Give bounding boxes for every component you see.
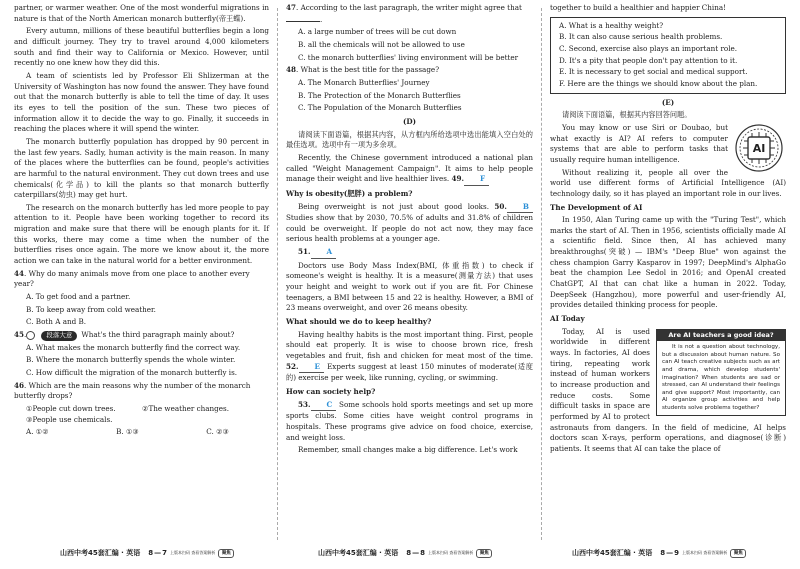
- page-footer: [60, 546, 234, 560]
- question-46: 46. Which are the main reasons why the number of the monarch butterfly drops?: [14, 380, 251, 401]
- subheading: Why is obesity(肥胖) a problem?: [286, 188, 413, 198]
- paragraph: Remember, small changes make a big difference. Let's work: [298, 445, 518, 455]
- paragraph: Without realizing it, people all over the world use different forms of Artificial Intelligence (AI) technology daily, so it has played an important role in our lives.: [550, 167, 786, 198]
- column-divider: [541, 8, 542, 540]
- page-number: 8—9: [660, 548, 681, 557]
- option[interactable]: A. To get food and a partner.: [26, 292, 131, 302]
- paragraph: [286, 202, 533, 246]
- statement: ①People cut down trees.: [26, 403, 116, 413]
- question-type-tag: 段落大意: [41, 331, 77, 341]
- paragraph: Every autumn, millions of these beautiful butterflies begin a long and difficult journey. They try to travel around 4,000 kilometers south and find their way to California or Mexico. However, until recently no one knew how they did this.: [14, 26, 269, 68]
- option: F. Here are the things we should know about the plan.: [559, 78, 758, 88]
- answer-blank[interactable]: E: [299, 362, 324, 374]
- option[interactable]: A. ①②: [26, 427, 49, 437]
- footer-title: 山西中考45套汇编 · 英语: [572, 548, 653, 557]
- option[interactable]: B. ①③: [116, 427, 139, 437]
- column-divider: [277, 8, 278, 540]
- question-text: What's the third paragraph mainly about?: [81, 330, 235, 340]
- option[interactable]: B. Where the monarch butterfly spends the whole winter.: [26, 355, 236, 365]
- option: B. It can also cause serious health problems.: [559, 32, 723, 42]
- blank-number: 49.: [451, 174, 465, 184]
- option: A. What is a healthy weight?: [559, 20, 664, 30]
- paragraph-text: Being overweight is not just about good looks.: [298, 201, 489, 211]
- paragraph-text: Recently, the Chinese government introduced a national plan called "Weight Management Campaign". It aims to help people manage their weight and live healthier lives.: [286, 152, 533, 184]
- paragraph: [286, 330, 533, 384]
- paragraph: Today, AI is used worldwide in different ways. In factories, AI does tiring, repeating work instead of human workers to increase production and reduce costs. Some difficult tasks in space are performed by AI to protect astronauts from dangers. In the field of medicine, AI helps doctors scan X-rays, perform operations, and diagnose(诊断) patients. It seems that AI can take the place of: [550, 326, 786, 453]
- options-box: [550, 17, 786, 94]
- target-icon: [26, 331, 35, 340]
- question-number: 46: [14, 380, 25, 390]
- subheading: AI Today: [550, 314, 585, 324]
- option: D. It's a pity that people don't pay attention to it.: [559, 55, 738, 65]
- page-footer: [572, 546, 746, 560]
- brand-logo: 聚焦: [218, 549, 234, 558]
- column-left: [14, 3, 269, 438]
- brand-logo: 聚焦: [476, 549, 492, 558]
- paragraph: A team of scientists led by Professor Eli Shlizerman at the University of Washington has now found the answer. They have found out that the monarch butterfly is able to tell the time of day. It uses its eyes to tell the position of the sun. These two pieces of information allow it to decide the way to go. Finally, it succeeds in reaching the places where it will spend the winter.: [14, 70, 269, 134]
- section-label: (D): [402, 116, 417, 126]
- question-text: Why do many animals move from one place to another every year?: [14, 268, 250, 289]
- footer-note: 上版本扫码 查看答案解析: [428, 550, 474, 555]
- answer-blank[interactable]: [286, 14, 320, 22]
- question-text: Which are the main reasons why the number of the monarch butterfly drops?: [14, 380, 251, 401]
- sidebar-title: Are AI teachers a good idea?: [657, 330, 785, 342]
- question-47: 47. According to the last paragraph, the writer might agree that .: [286, 3, 522, 24]
- paragraph-text: Some schools hold sports meetings and set up more sports clubs. Some cities have weight control programs in hospitals. These programs give advice on food choice, exercise, and weight loss.: [286, 399, 533, 442]
- question-number: 48: [286, 65, 297, 75]
- option[interactable]: C. Both A and B.: [26, 317, 87, 327]
- blank-number: 53.: [298, 399, 311, 409]
- sidebar-text: It is not a question about technology, but a discussion about human nature. So can AI teach creative subjects such as art and drama, which develop students' imagination? When students are sad or stressed, can AI understand their feelings and give support? Most importantly, can AI organize group activities and help students solve problems together?: [662, 344, 780, 411]
- statement-row: [14, 404, 269, 415]
- paragraph: Doctors use Body Mass Index(BMI, 体重指数) to check if someone's weight is healthy. It is a measure(测量方法) that uses your height and weight to work out if you are fit. For Chinese teenagers, a BMI between 15 and 22 is healthy. However, a BMI of 23 means overweight, and over 26 means obesity.: [286, 260, 533, 313]
- paragraph: [286, 153, 533, 186]
- ai-chip-icon: [734, 123, 784, 173]
- option[interactable]: C. the monarch butterflies' living environment will be better: [298, 52, 519, 62]
- blank-number: 52.: [286, 361, 299, 371]
- column-right: [550, 3, 786, 457]
- option-row: [14, 427, 269, 438]
- footer-note: 上版本扫码 查看答案解析: [682, 550, 728, 555]
- question-number: 47: [286, 3, 297, 12]
- blank-number: 50.: [494, 201, 507, 211]
- paragraph-text: Having healthy habits is the most important thing. First, people should eat properly. It is wise to choose brown rice, fresh vegetables and fruit, fish and chicken for meat most of the time.: [286, 329, 533, 361]
- sidebar-box: [656, 329, 786, 417]
- paragraph: [286, 400, 533, 444]
- paragraph: together to build a healthier and happier China!: [550, 3, 727, 12]
- option[interactable]: C. How difficult the migration of the monarch butterfly is.: [26, 368, 238, 377]
- paragraph: partner, or warmer weather. One of the most wonderful migrations in nature is that of the North American monarch butterfly(帝王蝶).: [14, 3, 269, 23]
- footer-title: 山西中考45套汇编 · 英语: [60, 548, 141, 557]
- question-text: What is the best title for the passage?: [300, 65, 440, 75]
- paragraph: The research on the monarch butterfly has led more people to pay attention to it. People have been working together to record its migration and make sure that there will be enough plants for it. If this works, there may come a time when the number of the butterflies rises once again. The more we know about it, the more action we can take in the natural world for a better environment.: [14, 202, 269, 266]
- option[interactable]: B. all the chemicals will not be allowed to use: [298, 39, 465, 49]
- paragraph-text: Studies show that by 2030, 70.5% of adults and 31.8% of children could be overweight. If people do not act now, they may face serious health problems at a younger age.: [286, 213, 533, 244]
- ai-logo-text: AI: [752, 141, 766, 155]
- question-45: 45. 段落大意 What's the third paragraph mainly about?: [14, 330, 235, 340]
- instructions: 请阅读下面语篇，根据其内容回答问题。: [562, 110, 692, 120]
- option[interactable]: C. ②③: [206, 427, 229, 437]
- question-48: 48. What is the best title for the passage?: [286, 65, 440, 75]
- statement: ③People use chemicals.: [26, 414, 113, 424]
- option[interactable]: A. What makes the monarch butterfly find the correct way.: [26, 342, 241, 352]
- option: E. It is necessary to get social and medical support.: [559, 67, 748, 77]
- footer-title: 山西中考45套汇编 · 英语: [318, 548, 399, 557]
- option: C. Second, exercise also plays an important role.: [559, 43, 738, 53]
- option[interactable]: A. The Monarch Butterflies' Journey: [298, 77, 430, 87]
- question-text: According to the last paragraph, the writer might agree that: [300, 3, 522, 12]
- question-number: 45: [14, 330, 25, 340]
- answer-blank[interactable]: C: [311, 400, 337, 412]
- answer-blank[interactable]: F: [464, 174, 489, 186]
- paragraph: In 1950, Alan Turing came up with the "Turing Test", which marks the start of AI. Then in 1956, scientists officially made AI a scientific field. Since then, AI has achieved many breakthroughs(突破) — IBM's "Deep Blue" won against the chess champion Garry Kasparov in 1997; DeepMind's AlphaGo beat the champion Lee Sedol in 2016; and OpenAI created ChatGPT, AI that can chat like a human in 2022. Today, DeepSeek (Hangzhou), more powerful and user-friendly AI, provides detailed thinking process for people.: [550, 215, 786, 310]
- subheading: How can society help?: [286, 387, 376, 396]
- paragraph: You may know or use Siri or Doubao, but what exactly is AI? AI refers to computer systems that are able to perform tasks that usually require human intelligence.: [550, 122, 728, 164]
- question-number: 44: [14, 268, 25, 278]
- instructions: 请阅读下面语篇，根据其内容，从方框内所给选项中选出能填入空白处的最佳选项。选项中有一项为多余项。: [286, 129, 533, 150]
- option[interactable]: B. The Protection of the Monarch Butterflies: [298, 90, 461, 100]
- page-number: 8—7: [148, 548, 169, 557]
- section-label: (E): [661, 97, 675, 107]
- statement: ②The weather changes.: [142, 403, 229, 413]
- answer-blank[interactable]: B: [507, 202, 533, 214]
- option[interactable]: C. The Population of the Monarch Butterflies: [298, 103, 462, 113]
- paragraph-text: Experts suggest at least 150 minutes of moderate(适度的) exercise per week, like running, cycling, or swimming.: [286, 361, 533, 383]
- question-44: 44. Why do many animals move from one place to another every year?: [14, 268, 250, 289]
- paragraph: [286, 247, 533, 259]
- column-middle: [286, 3, 533, 458]
- page-footer: [318, 546, 492, 560]
- footer-note: 上版本扫码 查看答案解析: [170, 550, 216, 555]
- answer-blank[interactable]: A: [311, 247, 337, 259]
- subheading: The Development of AI: [550, 202, 643, 212]
- blank-number: 51.: [298, 247, 311, 257]
- subheading: What should we do to keep healthy?: [286, 317, 432, 327]
- paragraph: The monarch butterfly population has dropped by 90 percent in the last few years. Sadly, human activity is the main reason. In many of the places where the butterflies can be found, people's activities are harmful to the natural environment. They cut down trees and use chemicals(化学品) to kill the plants so that monarch butterfly caterpillars(幼虫) may get hurt.: [14, 136, 269, 200]
- brand-logo: 聚焦: [730, 549, 746, 558]
- option[interactable]: A. a large number of trees will be cut down: [298, 27, 457, 37]
- page-number: 8—8: [406, 548, 427, 557]
- option[interactable]: B. To keep away from cold weather.: [26, 304, 156, 314]
